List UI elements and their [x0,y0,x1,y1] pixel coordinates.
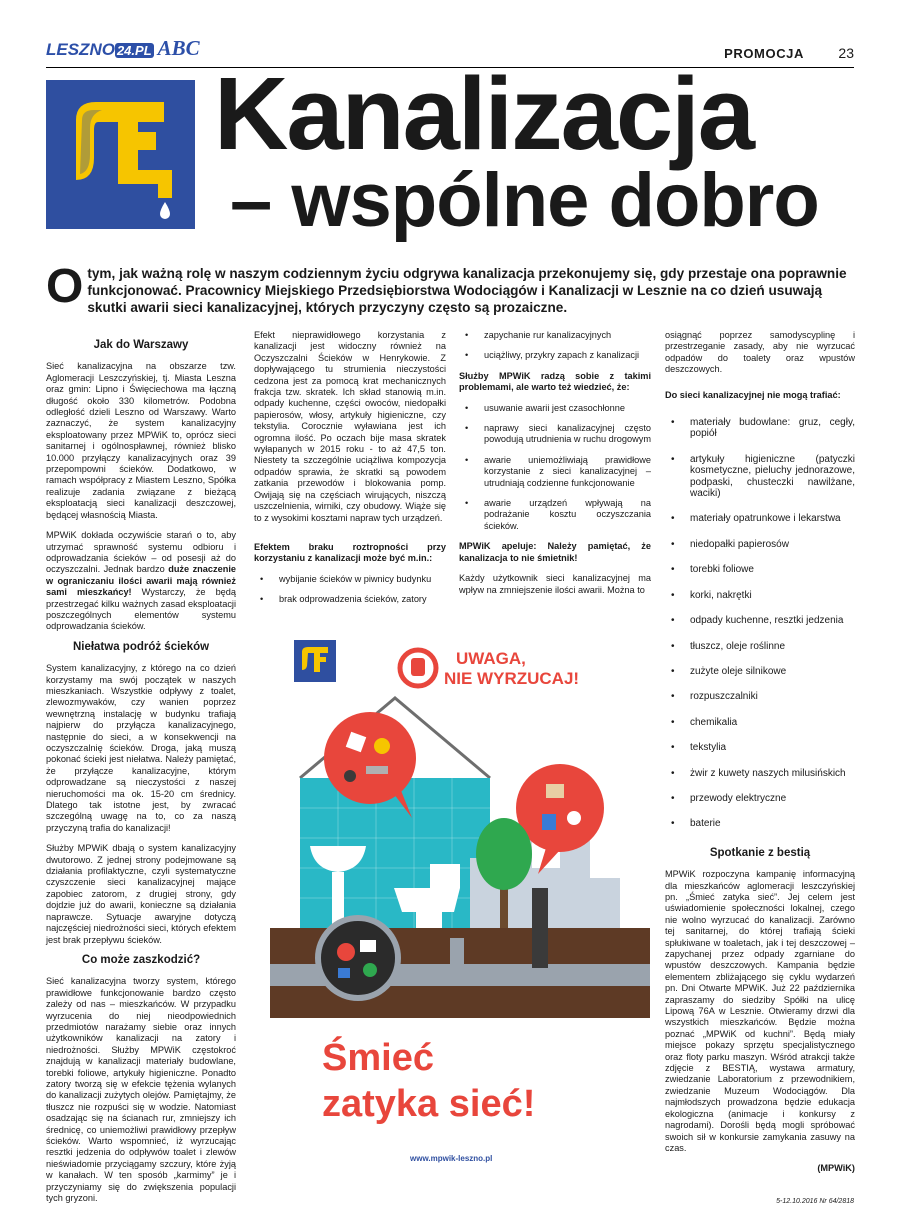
signature: (MPWiK) [817,1163,855,1174]
faucet-icon [46,80,195,229]
paragraph: Każdy użytkownik sieci kanalizacyjnej ma wpływ na zmniejszenie ilości awarii. Można to [459,573,651,595]
appeal: MPWiK apeluje: Należy pamiętać, że kanalizacja to nie śmietnik! [459,541,651,563]
effects-list-continued [459,330,651,362]
issue-date: 5-12.10.2016 Nr 64/2818 [776,1198,854,1205]
campaign-poster [270,628,650,1148]
subheading-spotkanie-z-bestia: Spotkanie z bestią [709,846,811,859]
mpwik-logo [46,80,195,229]
list-item: • przewody elektryczne [665,793,855,804]
list-item: • chemikalia [665,717,855,728]
paragraph: osiągnąć poprzez samodyscyplinę i przestrzeganie zasady, aby nie wyrzucać odpadów do toalety oraz wpustów deszczowych. [665,330,855,375]
list-item: • usuwanie awarii jest czasochłonne [459,403,651,414]
list-item: • odpady kuchenne, resztki jedzenia [665,615,855,626]
list-item: • korki, nakrętki [665,590,855,601]
column-4 [665,330,855,1184]
list-item: • materiały budowlane: gruz, cegły, popiół [665,417,855,440]
lead-text: tym, jak ważną rolę w naszym codziennym życiu odgrywa kanalizacja przekonujemy się, gdy przestaje ona poprawnie funkcjonować. Pracownicy Miejskiego Przedsiębiorstwa Wodociągów i Kanalizacji w Lesznie na co dzień usuwają skutki awarii sieci kanalizacyjnej, których przyczyny często są prozaiczne. [87,266,847,315]
page-number: 23 [838,45,854,61]
list-item: • awarie uniemożliwiają prawidłowe korzystanie z sieci kanalizacyjnej – utrudniają codzienne funkcjonowanie [459,455,651,489]
manhole-shaft [532,888,548,968]
subheading-jak-do-warszawy: Jak do Warszawy [93,339,189,351]
list-item: • materiały opatrunkowe i lekarstwa [665,513,855,524]
section-label: PROMOCJA [724,46,804,61]
subheading-co-moze-zaszkodzic: Co może zaszkodzić? [81,953,201,966]
list-item: • wybijanie ścieków w piwnicy budynku [254,574,446,585]
effects-list [254,574,446,606]
list-item: • niedopałki papierosów [665,539,855,550]
list-item: • żwir z kuwety naszych milusińskich [665,768,855,779]
column-3 [459,330,651,605]
headline-line-2: – wspólne dobro [230,158,819,243]
clog-magnifier [318,918,398,998]
list-intro: Do sieci kanalizacyjnej nie mogą trafiać: [665,389,841,400]
list-item: • baterie [665,818,855,829]
poster-warning-line-2: NIE WYRZUCAJ! [444,669,580,688]
facts-list [459,403,651,533]
list-item: • tekstylia [665,742,855,753]
headline-line-1: Kanalizacja [214,56,754,171]
paragraph: System kanalizacyjny, z którego na co dzień korzystamy ma swój początek w naszych mieszkaniach. Wszystkie odpływy z toalet, zlewozmywaków, czy wanien poprzez wewnętrzną instalację w budynku trafiają najpierw do przyłącza kanalizacyjnego, następnie do sieci, a w konsekwencji na oczyszczalnię ścieków. Droga, jaką muszą pokonać ścieki jest niełatwa. Należy pamiętać, że przyłącze kanalizacyjne, którym odprowadzane są nieczystości z naszej nieruchomości ma ok. 15-20 cm średnicy. Dlatego tak istotne jest, by zwracać szczególną uwagę na to, co za naszą przyczyną trafia do kanalizacji! [46,663,236,833]
list-item: • brak odprowadzenia ścieków, zatory [254,594,446,605]
paragraph: MPWiK dokłada oczywiście starań o to, aby utrzymać sprawność systemu odbioru i odprowadzania ścieków – od posesji aż do oczyszczalni. Jednak bardzo duże znaczenie w ograniczaniu ilości awarii mają również sami mieszkańcy! Wystarczy, że będą przestrzegać kilku ważnych zasad eksploatacji poszczególnych elementów systemu odprowadzania ścieków. [46,530,237,632]
list-item: • naprawy sieci kanalizacyjnej często powodują utrudnienia w ruchu drogowym [459,423,651,446]
newspaper-logo: LESZNO 24.PL ABC [46,36,200,60]
list-item: • tłuszcz, oleje roślinne [665,641,855,652]
list-item: • rozpuszczalniki [665,691,855,702]
poster-warning-line-1: UWAGA, [456,649,526,668]
column-1 [46,334,236,1213]
poster-slogan-line-1: Śmieć [322,1037,434,1079]
subheading-nielatwa-podroz: Niełatwa podróż ścieków [72,640,210,653]
list-item: • zapychanie rur kanalizacyjnych [459,330,651,341]
column-2 [254,330,446,615]
list-intro: Służby MPWiK radzą sobie z takimi problemami, ale warto też wiedzieć, że: [459,370,651,393]
paragraph: Efekt nieprawidłowego korzystania z kanalizacji jest widoczny również na Oczyszczalni Ścieków w Henrykowie. Z dopływającego tu strumienia nieczystości cedzona jest za pomocą krat mechanicznych frakcja tzw. skratek. Ich skład stanowią m.in. odpady kuchenne, części owoców, niedopałki papierosów, włosy, artykuły higieniczne, czy tekstylia. Corocznie wyławiana jest ich ogromna ilość. Po oczach bije masa skratek wyłapanych w 2015 roku - to aż 47,5 ton. Niestety ta szczególnie uciążliwa kompozycja odpadów sprawia, że skratki są powodem zatkania przewodów i blokowania pomp. Owijają się na częściach wirujących, niszczą uszczelnienia, wirniki, czy obudowy. Wiąże się to z wysokimi kosztami napraw tych urządzeń. [254,330,446,523]
lead-paragraph [46,260,856,316]
list-item: • awarie urządzeń wpływają na podrażanie kosztu oczyszczania ścieków. [459,498,651,532]
paragraph: Służby MPWiK dbają o system kanalizacyjny dwutorowo. Z jednej strony podejmowane są działania profilaktyczne, czyli systematyczne czyszczenie sieci kanalizacyjnej mające zapobiec zatorom, z drugiej strony, gdy dojdzie już do awarii, konieczne są działania naprawcze. Sytuacje awaryjne dotyczą najczęściej niedrożności sieci, których efektem jest brak przepływu ścieków. [46,843,236,945]
list-item: • artykuły higieniczne (patyczki kosmetyczne, pieluchy jednorazowe, podpaski, chusteczki nawilżane, waciki) [665,454,855,500]
no-throw-icon [400,650,436,686]
list-intro: Efektem braku roztropności przy korzystaniu z kanalizacji może być m.in.: [254,541,446,564]
poster-slogan-line-2: zatyka sieć! [322,1083,536,1125]
paragraph: Sieć kanalizacyjna tworzy system, którego prawidłowe funkcjonowanie bardzo często zależy od nas – mieszkańców. W przypadku wyrzucenia do niej nieodpowiednich przedmiotów narażamy siebie oraz innych użytkowników kanalizacji na zatory i niedrożności. Służby MPWiK częstokroć znajdują w kanalizacji materiały budowlane, torebki foliowe, artykuły higieniczne. Ponadto zatory tworzą się w efekcie tężenia wylanych do kanalizacji zużytych olejów. Pamiętajmy, że tłuszcz nie rozpuści się w wodzie. Natomiast osadzając się na ścianach rur, zmniejszy ich średnicę, co uniemożliwi prawidłowy przepływ ścieków. Warto wspomnieć, iż wyrzucając resztki jedzenia do odpływów toalet i zlewów nieświadomie przyciągamy szczury, które żyją w kanałach. W ten sposób „karmimy” je i przyczyniamy się do zwiększenia populacji tych gryzoni. [46,976,236,1204]
list-item: • torebki foliowe [665,564,855,575]
poster-mpwik-logo [294,640,336,682]
paragraph: Sieć kanalizacyjna na obszarze tzw. Aglomeracji Leszczyńskiej, tj. Miasta Leszna oraz gmin: Lipno i Święciechowa ma łączną długość około 330 kilometrów. Podobna odległość dzieli Leszno od Warszawy. Warto zaznaczyć, że system kanalizacyjny eksploatowany przez MPWiK to, oprócz sieci sanitarnej i ogólnospławnej, również blisko 10.000 przyłączy kanalizacyjnych oraz 39 przepompowni ścieków. Dodatkowo, w ramach współpracy z Miastem Leszno, Spółka realizuje zadania związane z bieżącą eksploatacją sieci kanalizacji deszczowej, będącej własnością Miasta. [46,361,236,520]
drop-cap: O [46,260,84,313]
paragraph: MPWiK rozpoczyna kampanię informacyjną dla mieszkańców aglomeracji leszczyńskiej pn. „Śmieć zatyka sieć”. Jej celem jest uświadomienie społeczności lokalnej, czego nie wolno wyrzucać do kanalizacji. Zarówno tej sanitarnej, do której trafiają ścieki spłukiwane w toaletach, jak i tej deszczowej – zapychanej przez odpady zgarniane do wpustów deszczowych. Kampania będzie elementem zbliżającego się cyklu wydarzeń pn. Dni Otwarte MPWiK. Już 22 października zapraszamy do siedziby Spółki na ulicę Lipową 76A w Lesznie. Otwieramy drzwi dla wszystkich mieszkańców. Będzie można poznać „MPWiK od kuchni”. Będą miały miejsce pokazy sprzętu specjalistycznego oraz floty parku maszyn. Wśród atrakcji także zdjęcie z BESTIĄ, wystawa armatury, zwiedzanie Laboratorium z przewodnikiem, zwiedzanie Muzeum Wodociągów. Dla najmłodszych prowadzona będzie edukacja ekologiczna (animacje i konkursy z nagrodami). Dorośli będą mogli spróbować swoich sił w konkursie zamykania zasuwy na czas. [665,869,855,1153]
forbidden-items-list [665,417,855,830]
poster-website: www.mpwik-leszno.pl [410,1154,493,1163]
list-item: • uciążliwy, przykry zapach z kanalizacji [459,350,651,361]
list-item: • zużyte oleje silnikowe [665,666,855,677]
